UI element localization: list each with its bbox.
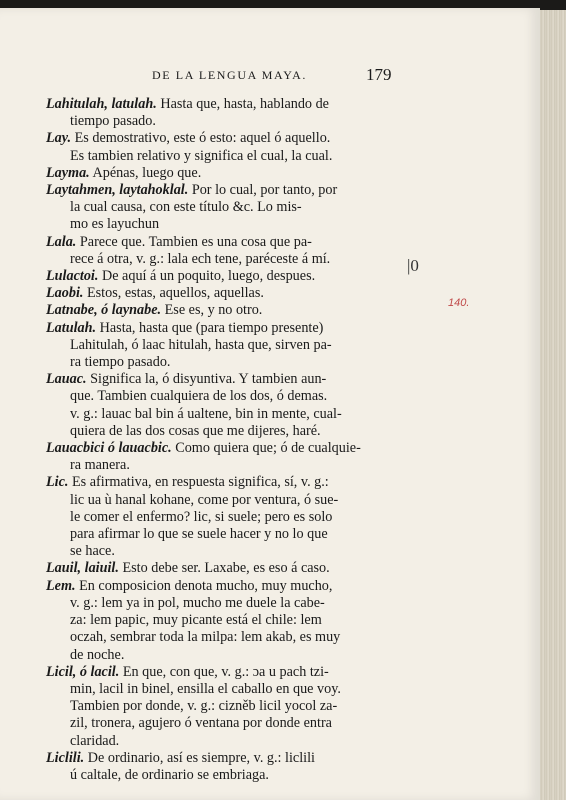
entry-first-line — [46, 440, 404, 457]
entry-first-line — [46, 96, 404, 113]
entry-continuation-line: claridad. — [70, 732, 120, 749]
entry-first-line — [46, 182, 404, 199]
entry-headword: Lic. — [46, 474, 69, 491]
entry-first-line — [46, 474, 404, 491]
dictionary-entry — [46, 285, 404, 302]
dictionary-entry — [46, 474, 404, 560]
dictionary-entry — [46, 234, 404, 268]
dictionary-entry — [46, 750, 404, 784]
entry-text: Es afirmativa, en respuesta significa, sí, v. g.: — [72, 474, 329, 491]
entry-headword: Lem. — [46, 577, 76, 594]
entry-headword: Lulactoi. — [46, 268, 99, 285]
entry-text: Estos, estas, aquellos, aquellas. — [86, 285, 264, 302]
entry-text: Como quiera que; ó de cualquie- — [175, 440, 361, 457]
entry-text: En composicion denota mucho, muy mucho, — [79, 577, 333, 594]
entry-headword: Lay. — [46, 130, 72, 147]
entry-headword: Latnabe, ó laynabe. — [46, 302, 162, 319]
running-header: DE LA LENGUA MAYA. — [152, 68, 308, 82]
entry-continuation-line: Tambien por donde, v. g.: cizněb licil yocol za- — [70, 698, 338, 715]
entry-text: Esto debe ser. Laxabe, es eso á caso. — [122, 560, 330, 577]
entry-first-line — [46, 165, 404, 182]
entry-continuation-line: Es tambien relativo y significa el cual, la cual. — [70, 147, 333, 164]
entry-continuation-line: que. Tambien cualquiera de los dos, ó demas. — [70, 388, 328, 405]
entry-headword: Liclili. — [46, 749, 85, 766]
dictionary-entry — [46, 371, 404, 440]
entry-headword: Laobi. — [46, 285, 84, 302]
entry-continuation-line: lic ua ù hanal kohane, come por ventura, ó sue- — [70, 491, 339, 508]
dictionary-entry — [46, 440, 404, 474]
entry-text: Parece que. Tambien es una cosa que pa- — [79, 233, 312, 250]
dictionary-entry — [46, 560, 404, 577]
entry-text: Apénas, luego que. — [92, 164, 202, 181]
dictionary-entry — [46, 165, 404, 182]
dictionary-entry — [46, 130, 404, 164]
entry-continuation-line: zil, tronera, agujero ó ventana por donde entra — [70, 715, 332, 732]
entry-first-line — [46, 560, 404, 577]
entry-continuation-line: ra manera. — [70, 457, 130, 474]
dictionary-entry — [46, 302, 404, 319]
dictionary-entry — [46, 96, 404, 130]
entry-first-line — [46, 371, 404, 388]
dictionary-entry — [46, 320, 404, 372]
entry-continuation-line: v. g.: lem ya in pol, mucho me duele la cabe- — [70, 594, 325, 611]
entry-continuation-line: za: lem papic, muy picante está el chile: lem — [70, 612, 322, 629]
entry-continuation-line: quiera de las dos cosas que me dijeres, haré. — [70, 422, 321, 439]
entry-continuation-line: la cual causa, con este título &c. Lo mis- — [70, 199, 302, 216]
page-edges — [540, 10, 566, 800]
entry-continuation-line: tiempo pasado. — [70, 113, 156, 130]
entry-headword: Lauac. — [46, 371, 87, 388]
entry-text: Hasta, hasta que (para tiempo presente) — [99, 319, 324, 336]
entry-text: Por lo cual, por tanto, por — [191, 182, 338, 199]
entry-text: Hasta que, hasta, hablando de — [160, 96, 329, 112]
entry-continuation-line: min, lacil in binel, ensilla el caballo en que voy. — [70, 680, 341, 697]
dictionary-entry — [46, 664, 404, 750]
entry-first-line — [46, 302, 404, 319]
pencil-margin-mark: |0 — [407, 256, 419, 275]
entry-continuation-line: v. g.: lauac bal bin á ualtene, bin in mente, cual- — [70, 405, 342, 422]
entry-continuation-line: para afirmar lo que se suele hacer y no lo que — [70, 526, 328, 543]
entry-continuation-line: Lahitulah, ó laac hitulah, hasta que, sirven pa- — [70, 336, 332, 353]
dictionary-entry — [46, 182, 404, 234]
red-margin-note: 140. — [448, 297, 470, 309]
entry-headword: Lauil, laiuil. — [46, 560, 119, 577]
entry-headword: Latulah. — [46, 319, 97, 336]
entry-headword: Lahitulah, latulah. — [46, 96, 157, 112]
entry-continuation-line: ú caltale, de ordinario se embriaga. — [70, 766, 269, 783]
entry-first-line — [46, 268, 404, 285]
entry-first-line — [46, 664, 404, 681]
entry-first-line — [46, 234, 404, 251]
entry-continuation-line: rece á otra, v. g.: lala ech tene, paréceste á mí. — [70, 250, 331, 267]
entry-first-line — [46, 320, 404, 337]
entry-text: De ordinario, así es siempre, v. g.: liclili — [87, 749, 315, 766]
entry-text: De aquí á un poquito, luego, despues. — [101, 268, 316, 285]
entry-continuation-line: se hace. — [70, 543, 115, 560]
entry-first-line — [46, 285, 404, 302]
entry-text: Significa la, ó disyuntiva. Y tambien aun- — [90, 371, 327, 388]
entry-continuation-line: le comer el enfermo? lic, si suele; pero es solo — [70, 508, 333, 525]
dictionary-text — [46, 96, 404, 784]
entry-headword: Licil, ó lacil. — [46, 663, 120, 680]
page-number: 179 — [366, 65, 392, 84]
entry-first-line — [46, 750, 404, 767]
entry-headword: Layma. — [46, 164, 90, 181]
entry-first-line — [46, 130, 404, 147]
entry-continuation-line: mo es layuchun — [70, 216, 160, 233]
entry-first-line — [46, 578, 404, 595]
entry-text: Ese es, y no otro. — [164, 302, 263, 319]
entry-continuation-line: de noche. — [70, 646, 125, 663]
entry-headword: Laytahmen, laytahoklal. — [46, 182, 189, 199]
entry-headword: Lauacbici ó lauacbic. — [46, 440, 172, 457]
entry-text: Es demostrativo, este ó esto: aquel ó aquello. — [74, 130, 331, 147]
entry-continuation-line: ra tiempo pasado. — [70, 354, 171, 371]
entry-headword: Lala. — [46, 233, 77, 250]
dictionary-entry — [46, 268, 404, 285]
entry-continuation-line: oczah, sembrar toda la milpa: lem akab, es muy — [70, 629, 341, 646]
entry-text: En que, con que, v. g.: ɔa u pach tzi- — [122, 663, 329, 680]
dictionary-entry — [46, 578, 404, 664]
